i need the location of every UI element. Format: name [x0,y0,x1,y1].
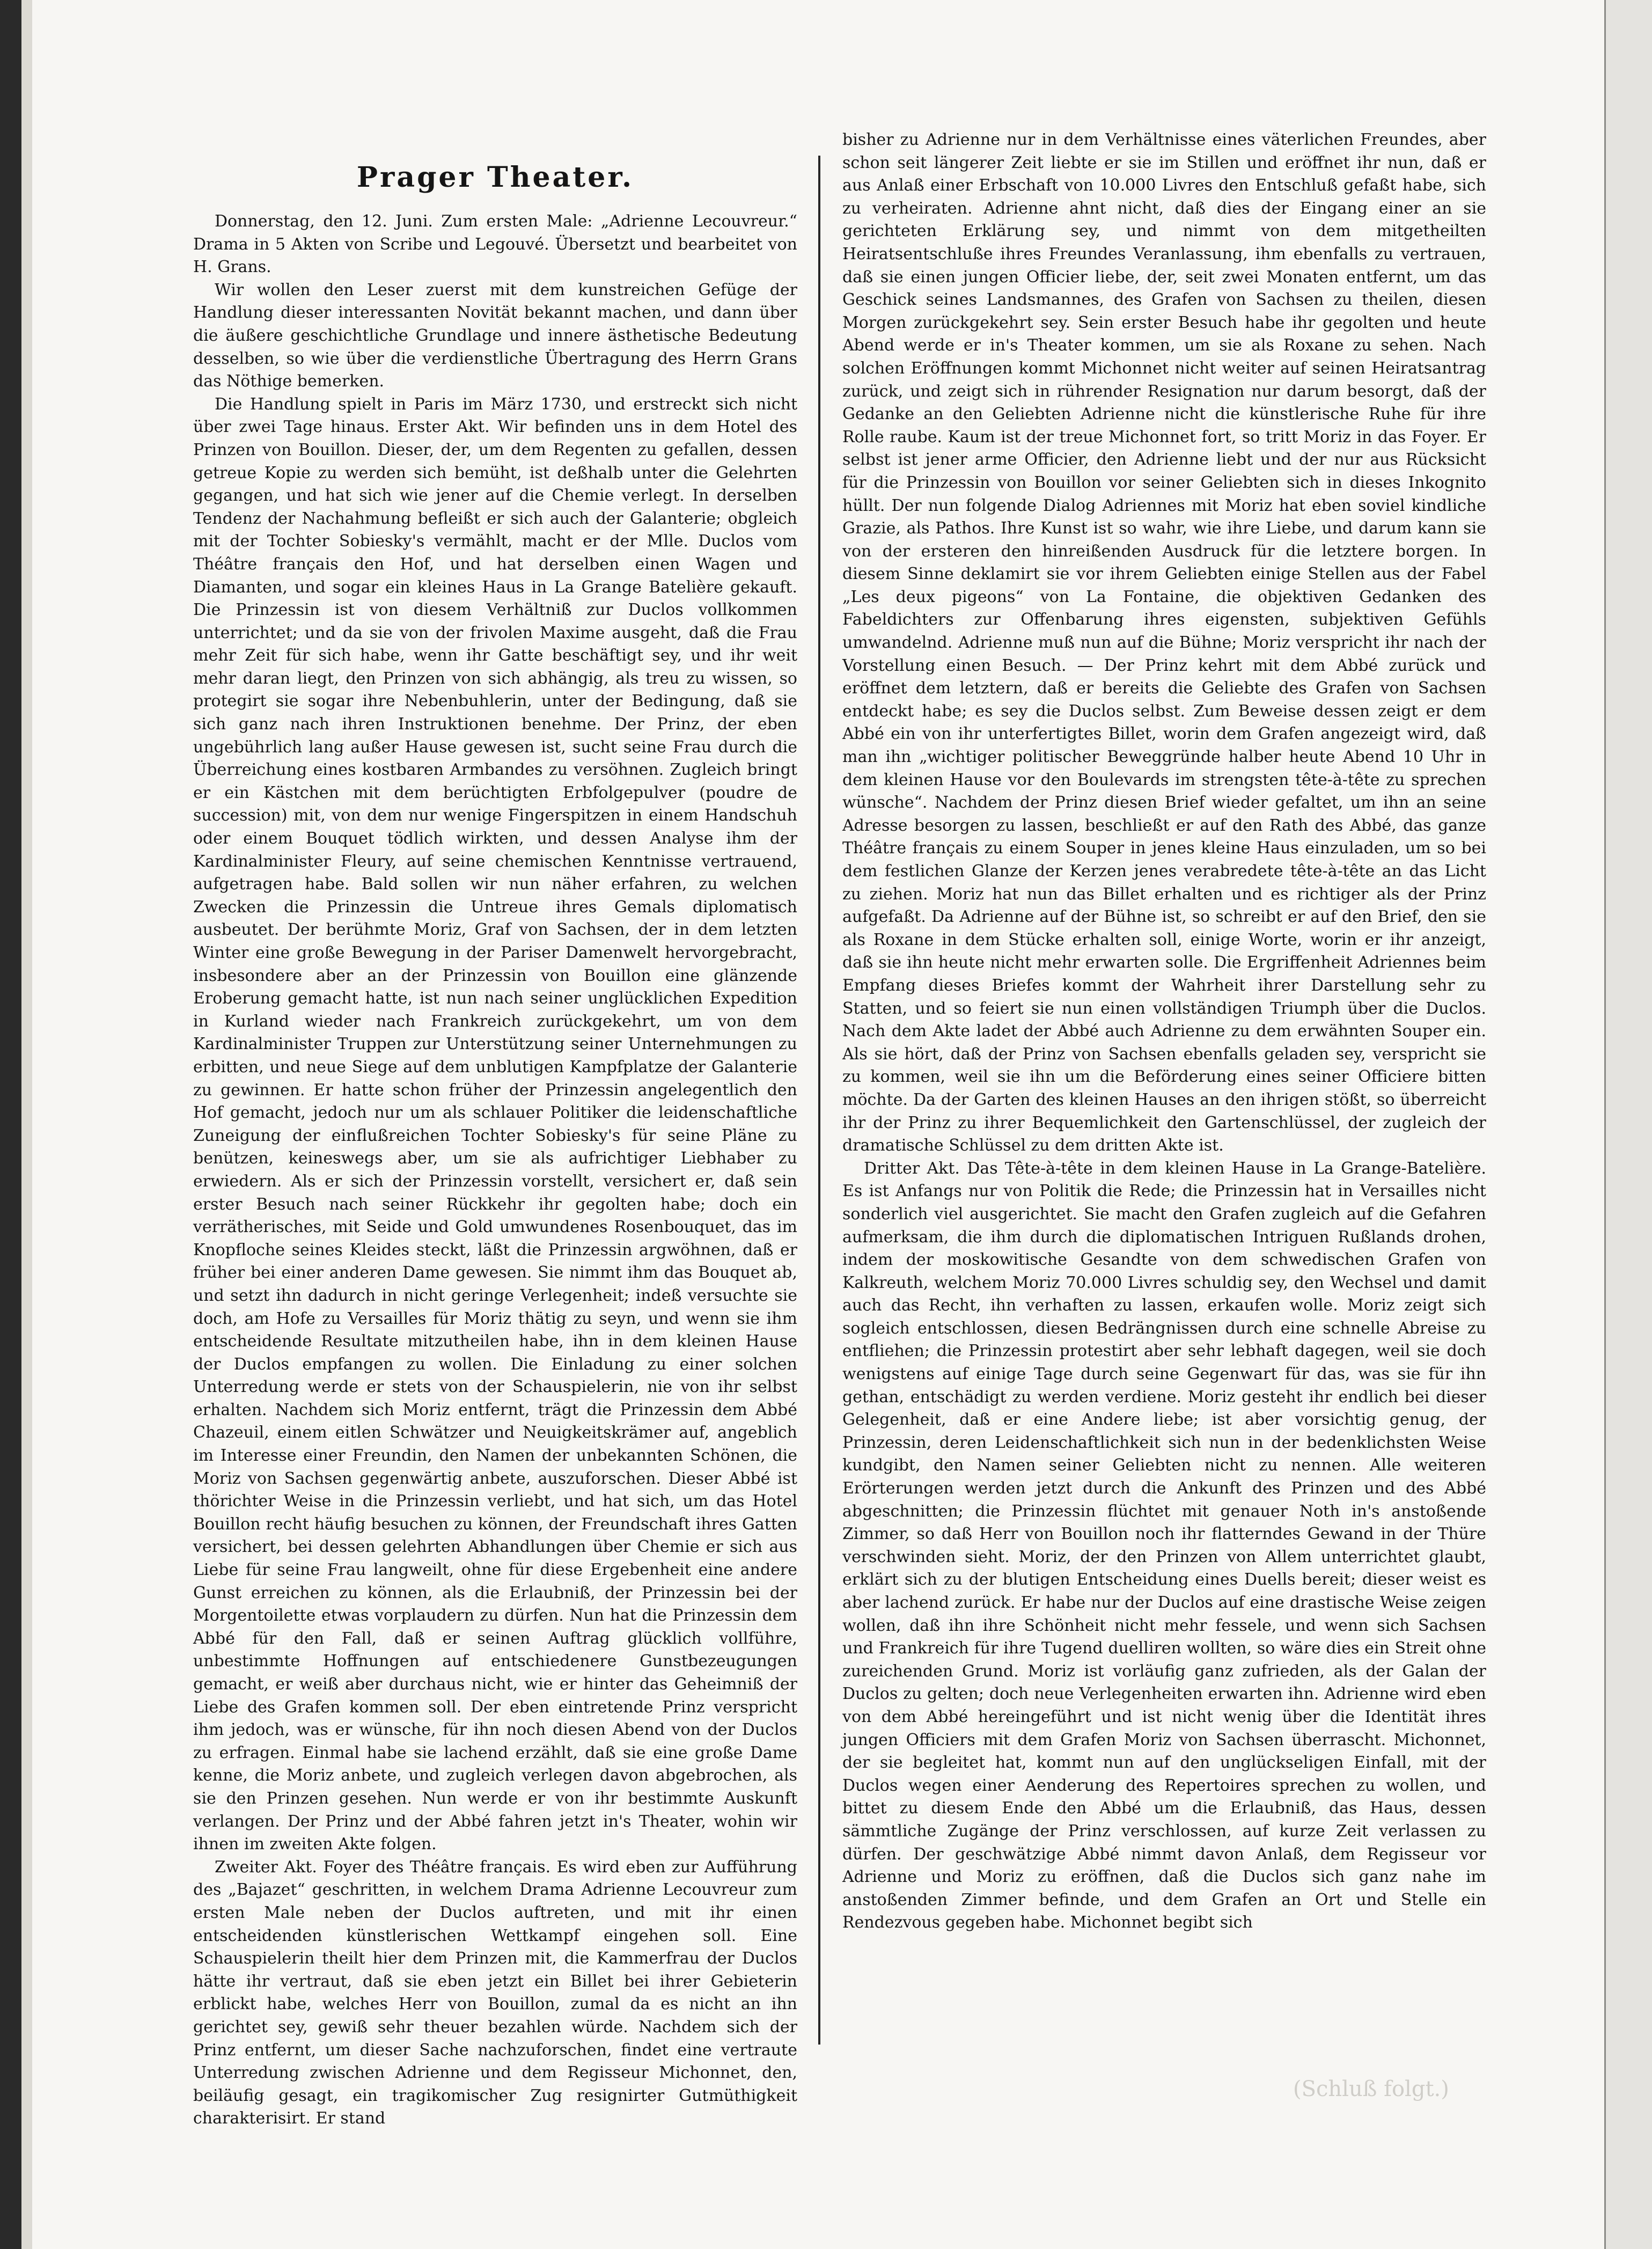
scan-binding-edge [0,0,21,2249]
column-divider [818,156,820,2045]
left-column [193,210,797,2130]
paragraph: bisher zu Adrienne nur in dem Verhältnisse eines väterlichen Freundes, aber schon seit längerer Zeit liebte er sie im Stillen und eröffnet ihr nun, daß er aus Anlaß einer Erbschaft von 10.000 Livres den Entschluß gefaßt habe, sich zu verheiraten. Adrienne ahnt nicht, daß dies der Eingang einer an sie gerichteten Erklärung sey, und nimmt von dem mitgetheilten Heiratsentschluße ihres Freundes Veranlassung, ihm ebenfalls zu vertrauen, daß sie einen jungen Officier liebe, der, seit zwei Monaten entfernt, um das Geschick seines Landsmannes, des Grafen von Sachsen zu theilen, diesen Morgen zurückgekehrt sey. Sein erster Besuch habe ihr gegolten und heute Abend werde er in's Theater kommen, um sie als Roxane zu sehen. Nach solchen Eröffnungen kommt Michonnet nicht weiter auf seinen Heiratsantrag zurück, und zeigt sich in rührender Resignation nur darum besorgt, daß der Gedanke an den Geliebten Adrienne nicht die künstlerische Ruhe für ihre Rolle raube. Kaum ist der treue Michonnet fort, so tritt Moriz in das Foyer. Er selbst ist jener arme Officier, den Adrienne liebt und der nur aus Rücksicht für die Prinzessin von Bouillon vor seiner Geliebten sich in dieses Inkognito hüllt. Der nun folgende Dialog Adriennes mit Moriz hat eben soviel kindliche Grazie, als Pathos. Ihre Kunst ist so wahr, wie ihre Liebe, und darum kann sie von der ersteren den hinreißenden Ausdruck für die letztere borgen. In diesem Sinne deklamirt sie vor ihrem Geliebten einige Stellen aus der Fabel „Les deux pigeons“ von La Fontaine, die objektiven Gedanken des Fabeldichters zur Offenbarung ihres eigensten, subjektiven Gefühls umwandelnd. Adrienne muß nun auf die Bühne; Moriz verspricht ihr nach der Vorstellung einen Besuch. — Der Prinz kehrt mit dem Abbé zurück und eröffnet dem letztern, daß er bereits die Geliebte des Grafen von Sachsen entdeckt habe; es sey die Duclos selbst. Zum Beweise dessen zeigt er dem Abbé ein von ihr unterfertigtes Billet, worin dem Grafen angezeigt wird, daß man ihn „wichtiger politischer Beweggründe halber heute Abend 10 Uhr in dem kleinen Hause vor den Boulevards im strengsten tête-à-tête zu sprechen wünsche“. Nachdem der Prinz diesen Brief wieder gefaltet, um ihn an seine Adresse besorgen zu lassen, beschließt er auf den Rath des Abbé, das ganze Théâtre français zu einem Souper in jenes kleine Haus einzuladen, um so bei dem festlichen Glanze der Kerzen jenes verabredete tête-à-tête an das Licht zu ziehen. Moriz hat nun das Billet erhalten und es richtiger als der Prinz aufgefaßt. Da Adrienne auf der Bühne ist, so schreibt er auf den Brief, den sie als Roxane in dem Stücke erhalten soll, einige Worte, worin er ihr anzeigt, daß sie ihn heute nicht mehr erwarten solle. Die Ergriffenheit Adriennes beim Empfang dieses Briefes kommt der Wahrheit ihrer Darstellung sehr zu Statten, und so feiert sie nun einen vollständigen Triumph über die Duclos. Nach dem Akte ladet der Abbé auch Adrienne zu dem erwähnten Souper ein. Als sie hört, daß der Prinz von Sachsen ebenfalls geladen sey, verspricht sie zu kommen, weil sie ihn um die Beförderung eines seiner Officiere bitten möchte. Da der Garten des kleinen Hauses an den ihrigen stößt, so überreicht ihr der Prinz zu ihrer Bequemlichkeit den Gartenschlüssel, der zugleich der dramatische Schlüssel zu dem dritten Akte ist. [842,130,1486,1155]
paragraph: Zweiter Akt. Foyer des Théâtre français. Es wird eben zur Aufführung des „Bajazet“ geschritten, in welchem Drama Adrienne Lecouvreur zum ersten Male neben der Duclos auftreten, und mit ihr einen entscheidenden künstlerischen Wettkampf eingehen soll. Eine Schauspielerin theilt hier dem Prinzen mit, die Kammerfrau der Duclos hätte ihr vertraut, daß sie eben jetzt ein Billet bei ihrer Gebieterin erblickt habe, welches Herr von Bouillon, zumal da es nicht an ihn gerichtet sey, gewiß sehr theuer bezahlen würde. Nachdem sich der Prinz entfernt, um dieser Sache nachzuforschen, findet eine vertraute Unterredung zwischen Adrienne und dem Regisseur Michonnet, den, beiläufig gesagt, ein tragikomischer Zug resignirter Gutmüthigkeit charakterisirt. Er stand [193,1857,797,2128]
right-column [842,129,1486,1935]
paragraph: Die Handlung spielt in Paris im März 1730, und erstreckt sich nicht über zwei Tage hinaus. Erster Akt. Wir befinden uns in dem Hotel des Prinzen von Bouillon. Dieser, der, um dem Regenten zu gefallen, dessen getreue Kopie zu werden sich bemüht, ist deßhalb unter die Gelehrten gegangen, und hat sich wie jener auf die Chemie verlegt. In derselben Tendenz der Nachahmung befleißt er sich auch der Galanterie; obgleich mit der Tochter Sobiesky's vermählt, macht er der Mlle. Duclos vom Théâtre français den Hof, und hat derselben einen Wagen und Diamanten, und sogar ein kleines Haus in La Grange Batelière gekauft. Die Prinzessin ist von diesem Verhältniß zur Duclos vollkommen unterrichtet; und da sie von der frivolen Maxime ausgeht, daß die Frau mehr Zeit für sich habe, wenn ihr Gatte beschäftigt sey, und ihr weit mehr daran liegt, den Prinzen von sich abhängig, als treu zu wissen, so protegirt sie sogar ihre Nebenbuhlerin, unter der Bedingung, daß sie sich ganz nach ihren Instruktionen benehme. Der Prinz, der eben ungebührlich lang außer Hause gewesen ist, sucht seine Frau durch die Überreichung eines kostbaren Armbandes zu versöhnen. Zugleich bringt er ein Kästchen mit dem berüchtigten Erbfolgepulver (poudre de succession) mit, von dem nur wenige Fingerspitzen in einem Handschuh oder einem Bouquet tödlich wirkten, und dessen Analyse ihm der Kardinalminister Fleury, auf seine chemischen Kenntnisse vertrauend, aufgetragen habe. Bald sollen wir nun näher erfahren, zu welchen Zwecken die Prinzessin die Untreue ihres Gemals diplomatisch ausbeutet. Der berühmte Moriz, Graf von Sachsen, der in dem letzten Winter eine große Bewegung in der Pariser Damenwelt hervorgebracht, insbesondere aber an der Prinzessin von Bouillon eine glänzende Eroberung gemacht hatte, ist nun nach seiner unglücklichen Expedition in Kurland wieder nach Frankreich zurückgekehrt, um von dem Kardinalminister Truppen zur Unterstützung seiner Unternehmungen zu erbitten, und neue Siege auf dem unblutigen Kampfplatze der Galanterie zu gewinnen. Er hatte schon früher der Prinzessin angelegentlich den Hof gemacht, jedoch nur um als schlauer Politiker die leidenschaftliche Zuneigung der einflußreichen Tochter Sobiesky's für seine Pläne zu benützen, keineswegs aber, um sie als aufrichtiger Liebhaber zu erwiedern. Als er sich der Prinzessin vorstellt, versichert er, daß sein erster Besuch nach seiner Rückkehr ihr gegolten habe; doch ein verrätherisches, mit Seide und Gold umwundenes Rosenbouquet, das im Knopfloche seines Kleides steckt, läßt die Prinzessin argwöhnen, daß er früher bei einer anderen Dame gewesen. Sie nimmt ihm das Bouquet ab, und setzt ihn dadurch in nicht geringe Verlegenheit; indeß versuchte sie doch, am Hofe zu Versailles für Moriz thätig zu seyn, und wenn sie ihm entscheidende Resultate mitzutheilen habe, ihn in dem kleinen Hause der Duclos empfangen zu wollen. Die Einladung zu einer solchen Unterredung werde er stets von der Schauspielerin, nie von ihr selbst erhalten. Nachdem sich Moriz entfernt, trägt die Prinzessin dem Abbé Chazeuil, einem eitlen Schwätzer und Neuigkeitskrämer auf, angeblich im Interesse einer Freundin, den Namen der unbekannten Schönen, die Moriz von Sachsen gegenwärtig anbete, auszuforschen. Dieser Abbé ist thörichter Weise in die Prinzessin verliebt, und hat sich, um das Hotel Bouillon recht häufig besuchen zu können, der Freundschaft ihres Gatten versichert, bei dessen gelehrten Abhandlungen über Chemie er sich aus Liebe für seine Frau langweilt, ohne für diese Ergebenheit eine andere Gunst erreichen zu können, als die Erlaubniß, der Prinzessin bei der Morgentoilette etwas vorplaudern zu dürfen. Nun hat die Prinzessin dem Abbé für den Fall, daß er seinen Auftrag glücklich vollführe, unbestimmte Hoffnungen auf entschiedenere Gunstbezeugungen gemacht, er weiß aber durchaus nicht, wie er hinter das Geheimniß der Liebe des Grafen kommen soll. Der eben eintretende Prinz verspricht ihm jedoch, was er wünsche, für ihn noch diesen Abend von der Duclos zu erfragen. Einmal habe sie lachend erzählt, daß sie eine große Dame kenne, die Moriz anbete, und zugleich verlegen davon abgebrochen, als sie den Prinzen gesehen. Nun werde er von ihr bestimmte Auskunft verlangen. Der Prinz und der Abbé fahren jetzt in's Theater, wohin wir ihnen im zweiten Akte folgen. [193,394,797,1854]
paragraph: Dritter Akt. Das Tête-à-tête in dem kleinen Hause in La Grange-Batelière. Es ist Anfangs nur von Politik die Rede; die Prinzessin hat in Versailles nicht sonderlich viel ausgerichtet. Sie macht den Grafen zugleich auf die Gefahren aufmerksam, die ihm durch die diplomatischen Intriguen Rußlands drohen, indem der moskowitische Gesandte von dem schwedischen Grafen von Kalkreuth, welchem Moriz 70.000 Livres schuldig sey, den Wechsel und damit auch das Recht, ihn verhaften zu lassen, erkaufen wolle. Moriz zeigt sich sogleich entschlossen, diesen Bedrängnissen durch eine schnelle Abreise zu entfliehen; die Prinzessin protestirt aber sehr lebhaft dagegen, weil sie doch wenigstens auf einige Tage durch seine Gegenwart für das, was sie für ihn gethan, entschädigt zu werden verdiene. Moriz gesteht ihr endlich bei dieser Gelegenheit, daß er eine Andere liebe; ist aber vorsichtig genug, der Prinzessin, deren Leidenschaftlichkeit sich nun in der bedenklichsten Weise kundgibt, den Namen seiner Geliebten nicht zu nennen. Alle weiteren Erörterungen werden jetzt durch die Ankunft des Prinzen und des Abbé abgeschnitten; die Prinzessin flüchtet mit genauer Noth in's anstoßende Zimmer, so daß Herr von Bouillon noch ihr flatterndes Gewand in der Thüre verschwinden sieht. Moriz, der den Prinzen von Allem unterrichtet glaubt, erklärt sich zu der blutigen Entscheidung eines Duells bereit; dieser weist es aber lachend zurück. Er habe nur der Duclos auf eine drastische Weise zeigen wollen, daß ihn ihre Schönheit nicht mehr fessele, und wenn sich Sachsen und Frankreich für ihre Tugend duelliren wollten, so wäre dies ein Streit ohne zureichenden Grund. Moriz ist vorläufig ganz zufrieden, als der Galan der Duclos zu gelten; doch neue Verlegenheiten erwarten ihn. Adrienne wird eben von dem Abbé hereingeführt und ist nicht wenig über die Identität ihres jungen Officiers mit dem Grafen Moriz von Sachsen überrascht. Michonnet, der sie begleitet hat, kommt nun auf den unglückseligen Einfall, mit der Duclos wegen einer Aenderung des Repertoires sprechen zu wollen, und bittet zu diesem Ende den Abbé um die Erlaubniß, das Haus, dessen sämmtliche Zugänge der Prinz verschlossen, auf kurze Zeit verlassen zu dürfen. Der geschwätzige Abbé nimmt davon Anlaß, dem Regisseur vor Adrienne und Moriz zu eröffnen, daß die Duclos sich ganz nahe im anstoßenden Zimmer befinde, und dem Grafen an Ort und Stelle ein Rendezvous gegeben habe. Michonnet begibt sich [842,1159,1486,1932]
bleedthrough-note: (Schluß folgt.) [1293,2077,1449,2101]
newspaper-page [32,0,1604,2249]
paragraph: Donnerstag, den 12. Juni. Zum ersten Male: „Adrienne Lecouvreur.“ Drama in 5 Akten von Scribe und Legouvé. Übersetzt und bearbeitet von H. Grans. [193,212,797,277]
paragraph: Wir wollen den Leser zuerst mit dem kunstreichen Gefüge der Handlung dieser interessanten Novität bekannt machen, und dann über die äußere geschichtliche Grundlage und innere ästhetische Bedeutung desselben, so wie über die verdienstliche Übertragung des Herrn Grans das Nöthige bemerken. [193,280,797,391]
scan-gutter [21,0,32,2249]
scan-right-margin [1604,0,1652,2249]
article-title: Prager Theater. [356,161,634,194]
